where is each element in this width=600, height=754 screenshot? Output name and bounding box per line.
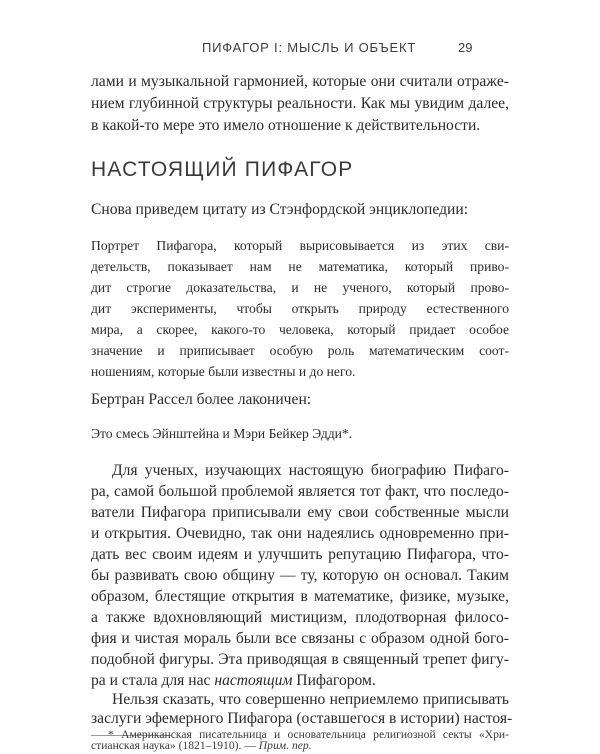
page-number: 29: [458, 40, 473, 55]
footnote-text: стианская наука» (1821–1910). —: [91, 739, 259, 752]
body-line: образом, блестящие открытия в математике, физике, музыке,: [91, 588, 509, 605]
intro-line: в какой-то мере это имело отношение к действительности.: [91, 117, 481, 134]
body-line: и открытия. Очевидно, так они надеялись одновременно при-: [91, 525, 509, 542]
body-line: дать вес своим идеям и улучшить репутацию Пифагора, что-: [91, 546, 509, 563]
quote-line: дит строгие доказательства, и не ученого, который прово-: [91, 280, 509, 295]
body-line: бы развивать свою общину — ту, которую он основал. Таким: [91, 567, 509, 584]
intro-line: лами и музыкальной гармонией, которые они считали отраже-: [91, 73, 509, 90]
body-line: ватели Пифагора приписывали ему свои собственные мысли: [91, 504, 509, 521]
body-line: фия и чистая мораль были все связаны с образом одной бого-: [91, 630, 509, 647]
quote-line: мира, а скорее, какого-то человека, который придает особое: [91, 322, 509, 337]
quote-line: детельств, показывает нам не математика, который приво-: [91, 259, 509, 274]
quote-line: Портрет Пифагора, который вырисовывается из этих сви-: [91, 238, 509, 253]
footnote-line: [91, 738, 509, 754]
body-line-last: [91, 671, 509, 691]
footnote-line: * Американская писательница и основательница религиозной секты «Хри-: [108, 728, 509, 741]
russell-quote: Это смесь Эйнштейна и Мэри Бейкер Эдди*.: [91, 426, 353, 441]
body-line: а также вдохновляющий мистицизм, плодотворная филосо-: [91, 609, 509, 626]
russell-intro: Бертран Рассел более лаконичен:: [91, 391, 312, 408]
intro-line: нием глубинной структуры реальности. Как мы увидим далее,: [91, 95, 509, 112]
body-line: Для ученых, изучающих настоящую биографию Пифаго-: [112, 462, 509, 479]
emphasis-text: настоящим: [214, 672, 293, 689]
body-line: Нельзя сказать, что совершенно неприемлемо приписывать: [112, 691, 509, 708]
body-line: подобной фигуры. Эта приводящая в священный трепет фигу-: [91, 651, 509, 668]
section-heading: НАСТОЯЩИЙ ПИФАГОР: [91, 158, 354, 181]
quote-line: дит эксперименты, чтобы открыть природу естественного: [91, 301, 509, 316]
body-text: Пифагором.: [292, 672, 376, 689]
running-title: ПИФАГОР I: МЫСЛЬ И ОБЪЕКТ: [202, 40, 417, 55]
body-line: заслуги эфемерного Пифагора (оставшегося в истории) настоя-: [91, 710, 513, 727]
body-text: ра и стала для нас: [91, 672, 215, 689]
body-line: ра, самой большой проблемой является тот факт, что последо-: [91, 483, 509, 500]
quote-line: значение и приписывает особую роль математическим соот-: [91, 343, 509, 358]
footnote-emphasis: Прим. пер.: [258, 739, 312, 752]
quote-line: ношениям, которые были известны и до него.: [91, 364, 356, 379]
lead-paragraph: Снова приведем цитату из Стэнфордской энциклопедии:: [91, 201, 469, 218]
